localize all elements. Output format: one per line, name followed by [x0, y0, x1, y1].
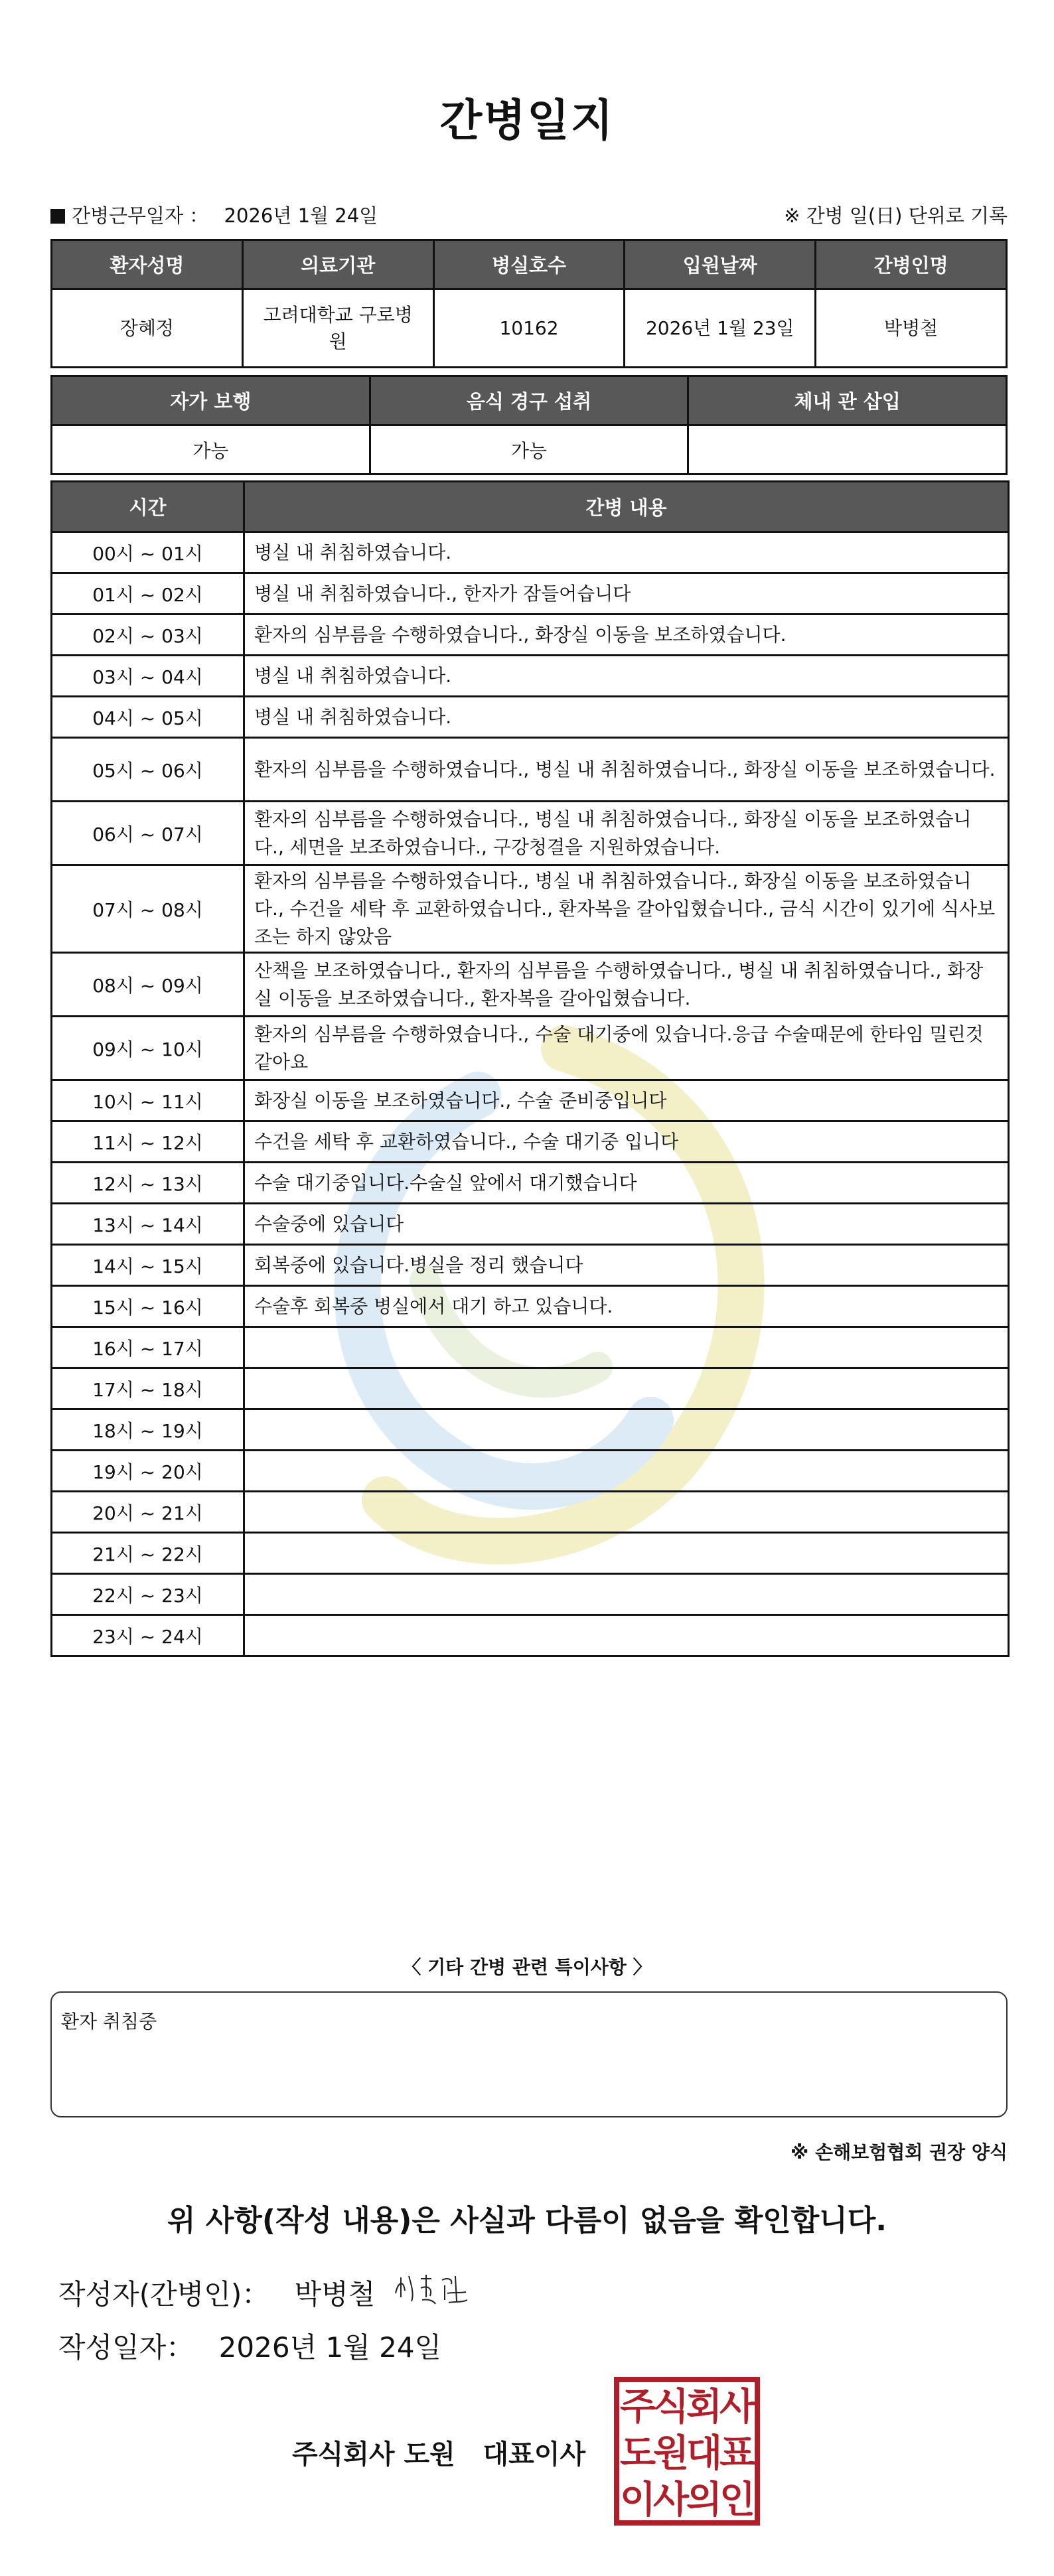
confirmation-statement: 위 사항(작성 내용)은 사실과 다름이 없음을 확인합니다. — [167, 2204, 887, 2238]
notes-title: 〈 기타 간병 관련 특이사항 〉 — [402, 1956, 652, 1978]
care-log-row — [52, 1121, 1009, 1163]
care-log-row — [52, 697, 1009, 738]
care-log-row — [52, 1163, 1009, 1204]
care-log-row — [52, 865, 1009, 953]
care-log-content — [244, 1327, 1009, 1368]
tube-insertion-value — [688, 425, 1007, 474]
patient-info-header-row — [52, 240, 1007, 289]
care-log-content: 환자의 심부름을 수행하였습니다., 병실 내 취침하였습니다., 화장실 이동을 보조하였습니다., 세면을 보조하였습니다., 구강청결을 지원하였습니다. — [244, 802, 1009, 865]
care-log-content — [244, 1574, 1009, 1615]
care-log-row — [52, 1080, 1009, 1121]
care-log-row — [52, 1368, 1009, 1409]
care-log-content: 수술 대기중입니다.수술실 앞에서 대기했습니다 — [244, 1163, 1009, 1204]
care-log-time: 01시 ~ 02시 — [52, 573, 244, 614]
care-log-row — [52, 656, 1009, 697]
oral-intake-value: 가능 — [370, 425, 688, 474]
date-row — [58, 2326, 441, 2366]
svg-text:대: 대 — [686, 2432, 723, 2475]
care-log-content: 병실 내 취침하였습니다. — [244, 532, 1009, 573]
care-log-row — [52, 1245, 1009, 1286]
care-log-time: 14시 ~ 15시 — [52, 1245, 244, 1286]
care-log-time: 09시 ~ 10시 — [52, 1017, 244, 1080]
notes-content: 환자 취침중 — [61, 2011, 157, 2033]
care-log-time: 12시 ~ 13시 — [52, 1163, 244, 1204]
care-log-time: 17시 ~ 18시 — [52, 1368, 244, 1409]
care-log-content — [244, 1533, 1009, 1574]
author-name: 박병철 — [294, 2278, 376, 2311]
unit-note: ※ 간병 일(日) 단위로 기록 — [784, 204, 1008, 227]
header-care-content: 간병 내용 — [244, 482, 1009, 532]
header-admission-date: 입원날짜 — [625, 240, 816, 289]
care-log-row — [52, 1327, 1009, 1368]
document-meta — [50, 201, 1008, 225]
header-hospital: 의료기관 — [242, 240, 433, 289]
author-label: 작성자(간병인)： — [58, 2278, 270, 2311]
square-bullet-icon — [50, 209, 65, 224]
care-log-row — [52, 573, 1009, 614]
care-log-row — [52, 802, 1009, 865]
caregiver-name: 박병철 — [816, 289, 1007, 368]
care-log-row — [52, 953, 1009, 1017]
care-log-content: 환자의 심부름을 수행하였습니다., 수술 대기중에 있습니다.응급 수술때문에 한타임 밀린것 같아요 — [244, 1017, 1009, 1080]
care-log-time: 03시 ~ 04시 — [52, 656, 244, 697]
care-log-content: 병실 내 취침하였습니다. — [244, 697, 1009, 738]
notes-box — [50, 1991, 1008, 2117]
header-time: 시간 — [52, 482, 244, 532]
care-log-time: 11시 ~ 12시 — [52, 1121, 244, 1163]
svg-text:회: 회 — [686, 2386, 723, 2429]
care-log-row — [52, 738, 1009, 802]
care-log-row — [52, 532, 1009, 573]
hospital-name: 고려대학교 구로병원 — [242, 289, 433, 368]
patient-info-table — [50, 239, 1008, 368]
header-caregiver-name: 간병인명 — [816, 240, 1007, 289]
care-log-content: 병실 내 취침하였습니다., 한자가 잠들어습니다 — [244, 573, 1009, 614]
patient-name: 장혜정 — [52, 289, 243, 368]
care-log-content: 환자의 심부름을 수행하였습니다., 병실 내 취침하였습니다., 화장실 이동을 보조하였습니다., 수건을 세탁 후 교환하였습니다., 환자복을 갈아입혔습니다., 금식 시간이 있기에 식사보조는 하지 않았음 — [244, 865, 1009, 953]
care-log-time: 07시 ~ 08시 — [52, 865, 244, 953]
care-log-time: 04시 ~ 05시 — [52, 697, 244, 738]
write-date-value: 2026년 1월 24일 — [218, 2331, 442, 2364]
handwritten-signature — [392, 2268, 471, 2308]
room-number: 10162 — [433, 289, 625, 368]
care-log-content: 수술후 회복중 병실에서 대기 하고 있습니다. — [244, 1286, 1009, 1327]
patient-ability-table — [50, 375, 1008, 475]
admission-date: 2026년 1월 23일 — [625, 289, 816, 368]
care-log-time: 16시 ~ 17시 — [52, 1327, 244, 1368]
care-log-time: 06시 ~ 07시 — [52, 802, 244, 865]
ability-value-row — [52, 425, 1007, 474]
svg-text:표: 표 — [719, 2432, 756, 2475]
care-log-content: 화장실 이동을 보조하였습니다., 수술 준비중입니다 — [244, 1080, 1009, 1121]
care-log-time: 21시 ~ 22시 — [52, 1533, 244, 1574]
care-log-row — [52, 1017, 1009, 1080]
care-log-content — [244, 1451, 1009, 1492]
care-log-time: 00시 ~ 01시 — [52, 532, 244, 573]
care-log-content — [244, 1615, 1009, 1656]
care-log-row — [52, 1533, 1009, 1574]
care-log-time: 23시 ~ 24시 — [52, 1615, 244, 1656]
work-date-label: 간병근무일자 ： — [72, 204, 209, 227]
care-log-time: 15시 ~ 16시 — [52, 1286, 244, 1327]
care-log-row — [52, 1574, 1009, 1615]
svg-text:인: 인 — [719, 2478, 756, 2522]
care-log-row — [52, 1451, 1009, 1492]
care-log-content: 환자의 심부름을 수행하였습니다., 병실 내 취침하였습니다., 화장실 이동을 보조하였습니다. — [244, 738, 1009, 802]
care-log-row — [52, 1492, 1009, 1533]
care-log-content: 회복중에 있습니다.병실을 정리 했습니다 — [244, 1245, 1009, 1286]
header-self-walking: 자가 보행 — [52, 376, 370, 425]
care-log-time: 18시 ~ 19시 — [52, 1409, 244, 1451]
svg-text:주: 주 — [619, 2386, 656, 2429]
ability-header-row — [52, 376, 1007, 425]
care-log-time: 20시 ~ 21시 — [52, 1492, 244, 1533]
header-patient-name: 환자성명 — [52, 240, 243, 289]
care-log-content — [244, 1492, 1009, 1533]
svg-text:이: 이 — [619, 2478, 656, 2522]
care-log-content: 산책을 보조하였습니다., 환자의 심부름을 수행하였습니다., 병실 내 취침하였습니다., 화장실 이동을 보조하였습니다., 환자복을 갈아입혔습니다. — [244, 953, 1009, 1017]
care-log-time: 08시 ~ 09시 — [52, 953, 244, 1017]
svg-text:의: 의 — [686, 2478, 723, 2522]
care-log-row — [52, 1286, 1009, 1327]
care-log-content — [244, 1368, 1009, 1409]
work-date-line — [50, 201, 378, 228]
form-source-note: ※ 손해보험협회 권장 양식 — [790, 2141, 1008, 2163]
care-log-content: 수건을 세탁 후 교환하였습니다., 수술 대기중 입니다 — [244, 1121, 1009, 1163]
care-log-content — [244, 1409, 1009, 1451]
care-log-time: 10시 ~ 11시 — [52, 1080, 244, 1121]
care-log-row — [52, 614, 1009, 656]
care-log-time: 19시 ~ 20시 — [52, 1451, 244, 1492]
care-log-content: 환자의 심부름을 수행하였습니다., 화장실 이동을 보조하였습니다. — [244, 614, 1009, 656]
header-tube-insertion: 체내 관 삽입 — [688, 376, 1007, 425]
care-log-time: 22시 ~ 23시 — [52, 1574, 244, 1615]
care-log-header-row — [52, 482, 1009, 532]
care-log-row — [52, 1204, 1009, 1245]
patient-info-value-row — [52, 289, 1007, 368]
company-representative: 주식회사 도원 대표이사 — [292, 2439, 586, 2470]
care-log-content: 수술중에 있습니다 — [244, 1204, 1009, 1245]
care-log-time: 02시 ~ 03시 — [52, 614, 244, 656]
svg-text:식: 식 — [652, 2386, 690, 2429]
care-log-content: 병실 내 취침하였습니다. — [244, 656, 1009, 697]
document-title: 간병일지 — [439, 95, 615, 146]
care-log-time: 13시 ~ 14시 — [52, 1204, 244, 1245]
company-seal — [614, 2377, 760, 2526]
svg-text:사: 사 — [652, 2478, 690, 2522]
author-row — [58, 2273, 375, 2313]
work-date-value: 2026년 1월 24일 — [224, 204, 378, 227]
write-date-label: 작성일자： — [58, 2331, 194, 2364]
svg-text:사: 사 — [719, 2386, 756, 2429]
header-room-number: 병실호수 — [433, 240, 625, 289]
svg-text:원: 원 — [652, 2432, 690, 2475]
care-log-row — [52, 1409, 1009, 1451]
care-log-row — [52, 1615, 1009, 1656]
self-walking-value: 가능 — [52, 425, 370, 474]
care-log-table — [50, 480, 1010, 1657]
care-log-time: 05시 ~ 06시 — [52, 738, 244, 802]
svg-text:도: 도 — [619, 2432, 656, 2475]
header-oral-intake: 음식 경구 섭취 — [370, 376, 688, 425]
